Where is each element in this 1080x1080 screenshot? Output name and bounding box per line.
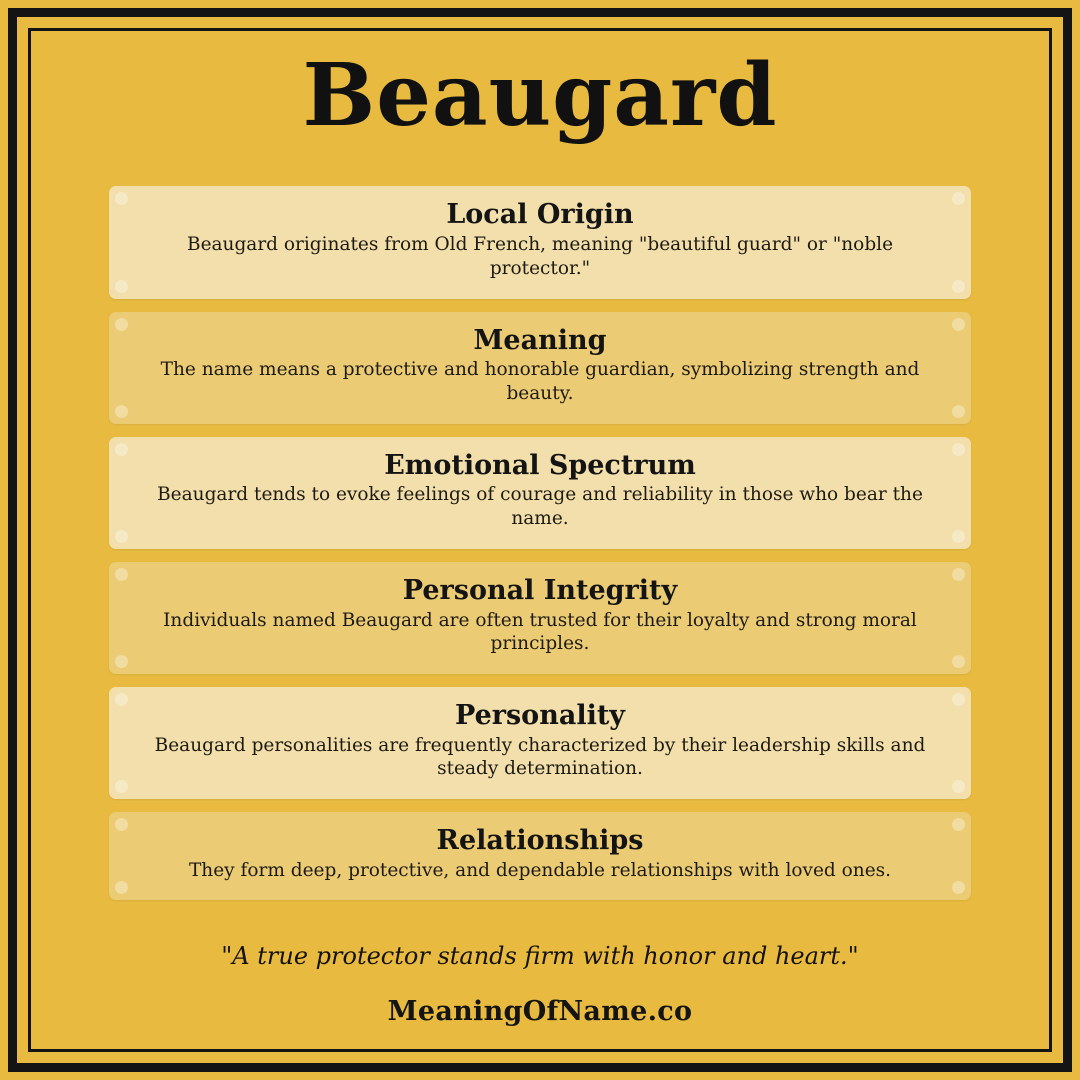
notch-icon xyxy=(952,192,965,205)
section-card-relationships xyxy=(109,812,971,900)
notch-icon xyxy=(952,530,965,543)
section-body: Beaugard originates from Old French, meaning "beautiful guard" or "noble protector." xyxy=(186,234,894,279)
notch-icon xyxy=(952,280,965,293)
section-list xyxy=(109,186,971,900)
section-card-personal-integrity xyxy=(109,562,971,674)
notch-icon xyxy=(115,780,128,793)
section-body: Beaugard tends to evoke feelings of courage and reliability in those who bear the name. xyxy=(157,484,923,530)
section-body: Individuals named Beaugard are often trusted for their loyalty and strong moral principles. xyxy=(163,609,917,655)
tagline-quote: "A true protector stands firm with honor and heart." xyxy=(221,942,859,970)
notch-icon xyxy=(115,818,128,831)
notch-icon xyxy=(952,693,965,706)
notch-icon xyxy=(115,568,128,581)
notch-icon xyxy=(115,192,128,205)
section-card-personality xyxy=(109,687,971,799)
notch-icon xyxy=(952,568,965,581)
section-heading: Emotional Spectrum xyxy=(384,449,696,481)
section-heading: Meaning xyxy=(473,324,607,356)
section-card-emotional-spectrum xyxy=(109,437,971,549)
notch-icon xyxy=(952,405,965,418)
page-title: Beaugard xyxy=(302,45,778,146)
notch-icon xyxy=(115,318,128,331)
section-card-meaning xyxy=(109,312,971,424)
section-heading: Personal Integrity xyxy=(402,574,678,606)
notch-icon xyxy=(115,280,128,293)
poster-content xyxy=(31,31,1049,1049)
notch-icon xyxy=(952,318,965,331)
poster-footer xyxy=(31,942,1049,1049)
notch-icon xyxy=(115,881,128,894)
notch-icon xyxy=(115,530,128,543)
notch-icon xyxy=(952,443,965,456)
section-card-local-origin xyxy=(109,186,971,298)
notch-icon xyxy=(952,655,965,668)
notch-icon xyxy=(952,780,965,793)
section-body: They form deep, protective, and dependable relationships with loved ones. xyxy=(188,859,892,881)
brand-name: MeaningOfName.co xyxy=(387,996,693,1027)
notch-icon xyxy=(115,443,128,456)
notch-icon xyxy=(952,818,965,831)
notch-icon xyxy=(115,405,128,418)
notch-icon xyxy=(115,655,128,668)
notch-icon xyxy=(115,693,128,706)
section-body: The name means a protective and honorable guardian, symbolizing strength and beauty. xyxy=(160,359,920,404)
section-heading: Relationships xyxy=(436,824,644,856)
notch-icon xyxy=(952,881,965,894)
section-heading: Local Origin xyxy=(446,199,634,231)
section-body: Beaugard personalities are frequently characterized by their leadership skills and steady determination. xyxy=(154,734,926,780)
section-heading: Personality xyxy=(455,699,625,731)
